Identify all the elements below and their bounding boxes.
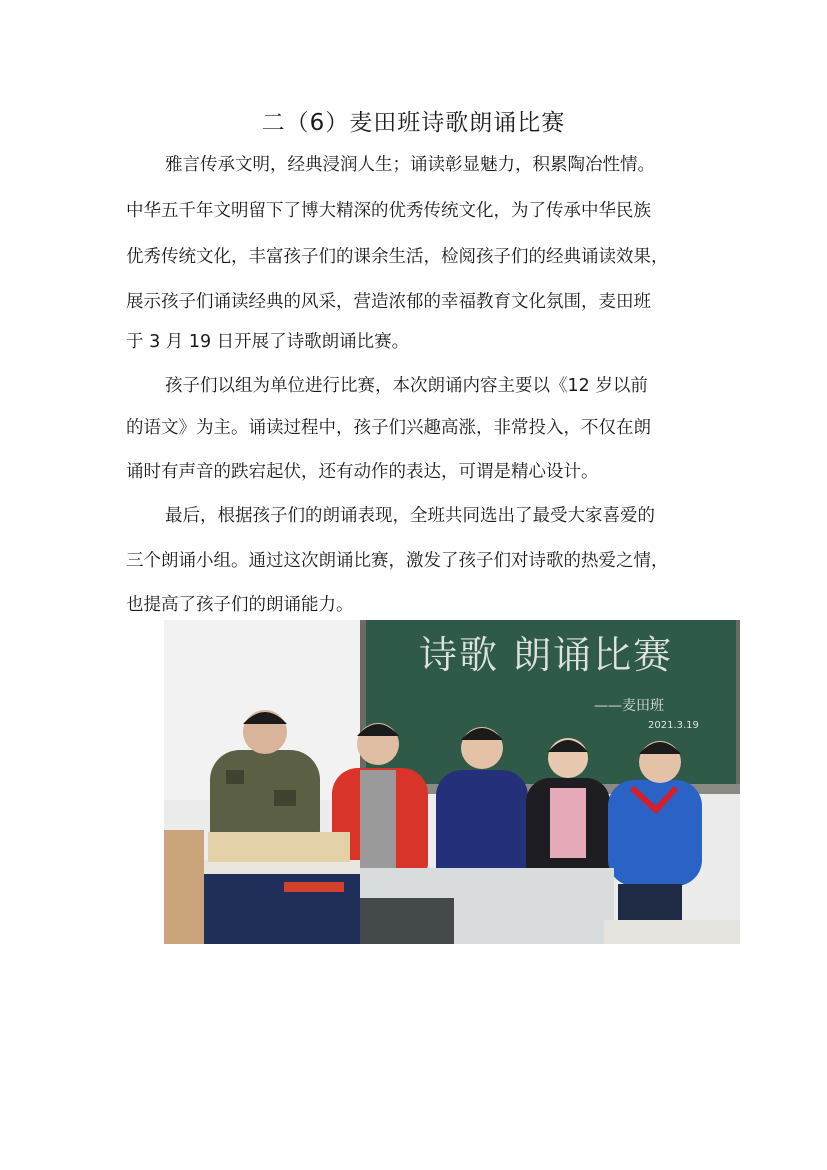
paragraph-1-line-4: 展示孩子们诵读经典的风采，营造浓郁的幸福教育文化氛围，麦田班 xyxy=(126,292,651,312)
paragraph-2-line-2: 的语文》为主。诵读过程中，孩子们兴趣高涨，非常投入，不仅在朗 xyxy=(126,418,651,438)
paragraph-2-line-3: 诵时有声音的跌宕起伏，还有动作的表达，可谓是精心设计。 xyxy=(126,462,599,482)
paragraph-1-line-3: 优秀传统文化，丰富孩子们的课余生活，检阅孩子们的经典诵读效果， xyxy=(126,247,669,267)
paragraph-1-line-5: 于 3 月 19 日开展了诗歌朗诵比赛。 xyxy=(126,332,410,352)
document-title: 二（6）麦田班诗歌朗诵比赛 xyxy=(261,110,566,136)
paragraph-1-line-2: 中华五千年文明留下了博大精深的优秀传统文化，为了传承中华民族 xyxy=(126,201,651,221)
blackboard-title: 诗歌 朗诵比赛 xyxy=(419,633,674,677)
paper-stack xyxy=(208,832,350,862)
paragraph-3-line-3: 也提高了孩子们的朗诵能力。 xyxy=(126,595,354,615)
paragraph-3-line-1: 最后，根据孩子们的朗诵表现，全班共同选出了最受大家喜爱的 xyxy=(165,506,655,526)
blackboard-signature: ——麦田班 xyxy=(594,698,664,714)
paragraph-1-line-1: 雅言传承文明，经典浸润人生；诵读彰显魅力，积累陶冶性情。 xyxy=(165,155,655,175)
blackboard-date: 2021.3.19 xyxy=(648,720,699,731)
paragraph-2-line-1: 孩子们以组为单位进行比赛，本次朗诵内容主要以《12 岁以前 xyxy=(165,376,648,396)
event-photo xyxy=(164,620,740,944)
paragraph-3-line-2: 三个朗诵小组。通过这次朗诵比赛，激发了孩子们对诗歌的热爱之情， xyxy=(126,551,669,571)
